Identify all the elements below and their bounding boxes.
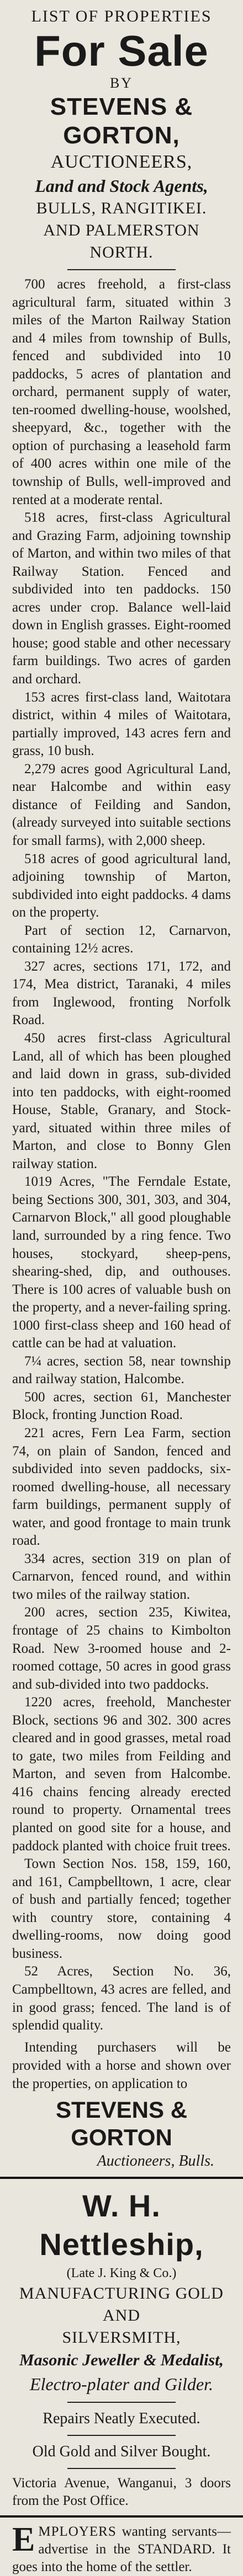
listing-item: 700 acres freehold, a first-class agricultural farm, situated within 3 miles of the Marton Railway Station and 4 miles from township of Bulls, fenced and subdivided into 10 paddocks, 5 acres of plantation and orchard, permanent supply of water, ten-roomed dwelling-house, woolshed, sheepyard, &c., together with the option of purchasing a leasehold farm of 400 acres within one mile of the township of Bulls, well-improved and rented at a moderate rental. — [12, 277, 231, 507]
listing-item: 52 Acres, Section No. 36, Campbelltown, 43 acres are felled, and in good grass; fenced. The land is of splendid quality. — [12, 1964, 231, 2033]
listing-item: 1220 acres, freehold, Manchester Block, sections 96 and 302. 300 acres cleared and in good grasses, metal road to gate, two miles from Feilding and Marton, and seven from Halcombe. 416 chains fencing already erected round to property. Ornamental trees planted on good site for a house, and paddock planted with choice fruit trees. — [12, 1695, 231, 1854]
list-of-properties-heading: LIST OF PROPERTIES — [31, 7, 212, 25]
divider — [67, 269, 176, 270]
listing-item: 153 acres first-class land, Waitotara district, within 4 miles of Waitotara, partially improved, 143 acres fern and grass, 10 bush. — [12, 689, 231, 759]
divider — [67, 2435, 176, 2436]
for-sale-heading: For Sale — [34, 26, 209, 75]
closing-paragraph — [12, 2038, 231, 2093]
listing-item: Part of section 12, Carnarvon, containing 12½ acres. — [12, 923, 231, 956]
nettleship-trade-2: SILVERSMITH, — [62, 2328, 181, 2347]
divider — [67, 2468, 176, 2469]
firm-name: STEVENS & GORTON, — [50, 93, 193, 149]
listing-item: Town Section Nos. 158, 159, 160, and 161, Campbelltown, 1 acre, clear of bush and partially fenced; together with country store, containing 4 dwelling-rooms, now doing good business. — [12, 1856, 231, 1961]
nettleship-masonic: Masonic Jeweller & Medalist, — [19, 2350, 224, 2369]
listing-item: 221 acres, Fern Lea Farm, section 74, on plain of Sandon, fenced and subdivided into seven paddocks, six-roomed dwelling-house, all necessary farm buildings, permanent supply of water, and good frontage to main trunk road. — [12, 1426, 231, 1549]
listing-item: 334 acres, section 319 on plan of Carnarvon, fenced round, and within two miles of the railway station. — [12, 1551, 231, 1602]
employers-advertisement — [0, 2520, 243, 2576]
listing-item: 500 acres, section 61, Manchester Block, fronting Junction Road. — [12, 1389, 231, 1423]
auctioneers-line: AUCTIONEERS, — [50, 152, 193, 172]
locale-line-1: BULLS, RANGITIKEI. — [36, 199, 207, 217]
section-divider — [0, 2515, 243, 2518]
closing-text: Intending purchasers will be provided with a horse and shown over the properties, on application to — [12, 2039, 231, 2091]
listing-item: 2,279 acres good Agricultural Land, near Halcombe and within easy distance of Feilding and Sandon, (already surveyed into suitable sections for small farms), with 2,000 sheep. — [12, 761, 231, 848]
land-agents-line: Land and Stock Agents, — [35, 176, 208, 196]
nettleship-repairs: Repairs Neatly Executed. — [43, 2409, 200, 2427]
nettleship-trade-1: MANUFACTURING GOLD AND — [19, 2284, 224, 2325]
nettleship-gold-silver: Old Gold and Silver Bought. — [32, 2443, 211, 2460]
locale-line-2: AND PALMERSTON NORTH. — [43, 221, 200, 261]
signature-firm: STEVENS & GORTON — [55, 2096, 188, 2150]
divider — [67, 2402, 176, 2403]
listing-item: 200 acres, section 235, Kiwitea, frontage of 25 chains to Kimbolton Road. New 3-roomed house and 2-roomed cottage, 50 acres in good grass and sub-divided into two paddocks. — [12, 1605, 231, 1692]
listing-item: 7¼ acres, section 58, near township and railway station, Halcombe. — [12, 1353, 231, 1387]
employers-lead: MPLOYERS — [38, 2524, 117, 2539]
signature-line: Auctioneers, Bulls. — [97, 2152, 214, 2170]
listing-item: 450 acres first-class Agricultural Land, all of which has been ploughed and laid down in grass, sub-divided into ten paddocks, with eight-roomed House, Stable, Granary, and Stock-yard, situated within three miles of Marton, and close to Bonny Glen railway station. — [12, 1030, 231, 1171]
employers-text-block — [12, 2520, 231, 2576]
listing-item: 1019 Acres, "The Ferndale Estate, being Sections 300, 301, 303, and 304, Carnarvon Block," all good ploughable land, surrounded by a ring fence. Two houses, stockyard, sheep-pens, shearing-shed, dip, and outhouses. There is 100 acres of valuable bush on the property, and a never-failing spring. 1000 first-class sheep and 160 head of cattle can be had at valuation. — [12, 1174, 231, 1351]
listing-item: 518 acres of good agricultural land, adjoining township of Marton, subdivided into eight paddocks. 4 dams on the property. — [12, 851, 231, 920]
listing-item: 518 acres, first-class Agricultural and Grazing Farm, adjoining township of Marton, and within two miles of that Railway Station. Fenced and subdivided into ten paddocks. 150 acres under crop. Balance well-laid down in English grasses. Eight-roomed house; good stable and other necessary farm buildings. Two acres of garden and orchard. — [12, 510, 231, 687]
nettleship-address: Victoria Avenue, Wanganui, 3 doors from the Post Office. — [12, 2475, 231, 2508]
drop-cap: E — [12, 2520, 35, 2558]
nettleship-late: (Late J. King & Co.) — [66, 2266, 177, 2280]
employers-text: wanting servants—advertise in the STANDARD. It goes into the home of the settler. — [12, 2524, 231, 2574]
property-listings — [12, 276, 231, 2035]
by-line: BY — [109, 75, 134, 91]
nettleship-advertisement — [0, 2184, 243, 2510]
nettleship-name: W. H. Nettleship, — [39, 2188, 204, 2262]
listing-item: 327 acres, sections 171, 172, and 174, Mea district, Taranaki, 4 miles from Inglewood, fronting Norfolk Road. — [12, 958, 231, 1028]
section-divider — [0, 2177, 243, 2179]
nettleship-electro: Electro-plater and Gilder. — [29, 2374, 214, 2394]
